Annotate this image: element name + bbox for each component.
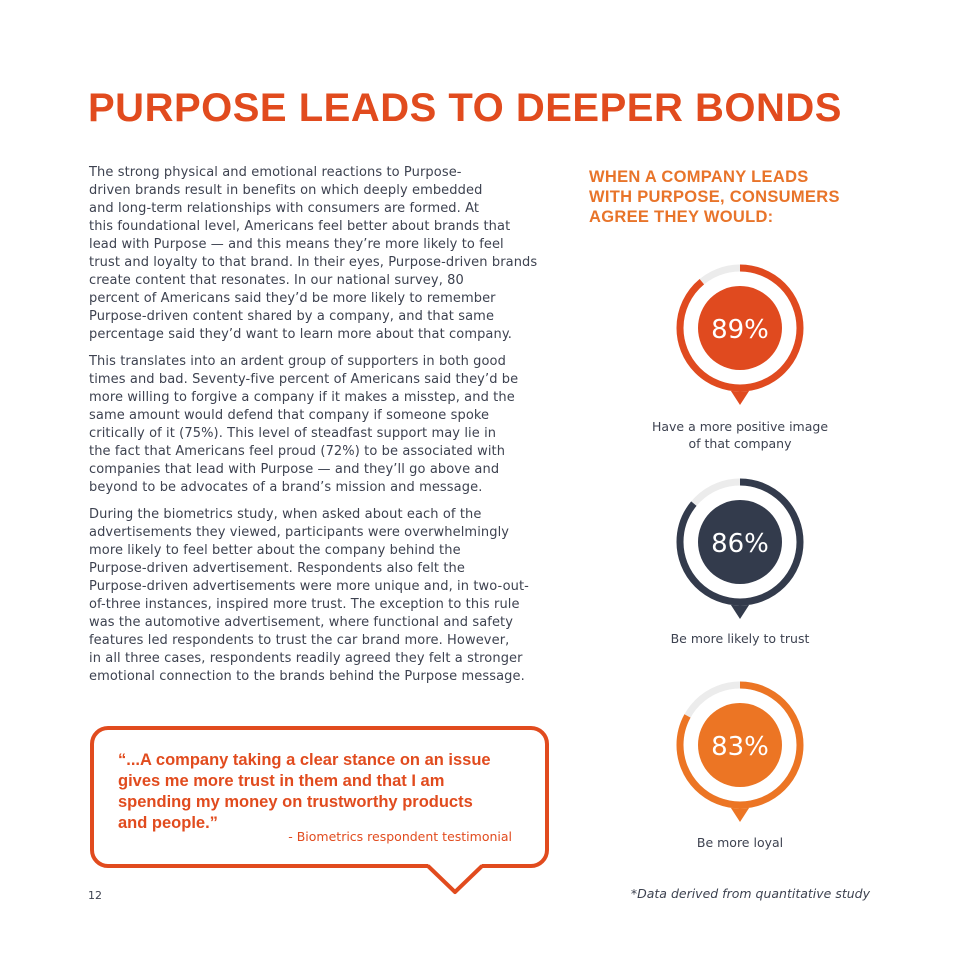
body-paragraph: The strong physical and emotional reactions to Purpose- driven brands result in benefits on which deeply embedded and long-term relationships with consumers are formed. At this foundational level, Americans feel better about brands that lead with Purpose — and this means they’re more likely to feel trust and loyalty to that brand. In their eyes, Purpose-driven brands create content that resonates. In our national survey, 80 percent of Americans said they’d be more likely to remember Purpose-driven content shared by a company, and that same percentage said they’d want to learn more about that company. <box>89 165 538 342</box>
stat-caption: Be more loyal <box>696 835 784 850</box>
page-number: 12 <box>88 889 102 902</box>
stat-loyal <box>640 675 840 885</box>
page-title: PURPOSE LEADS TO DEEPER BONDS <box>88 86 842 130</box>
footnote: *Data derived from quantitative study <box>630 886 870 901</box>
stats-heading: WHEN A COMPANY LEADS WITH PURPOSE, CONSUMERS AGREE THEY WOULD: <box>589 168 840 226</box>
stat-value: 89% <box>711 315 769 345</box>
body-text <box>89 164 589 695</box>
stat-ring <box>640 675 840 885</box>
body-paragraph: This translates into an ardent group of supporters in both good times and bad. Seventy-five percent of Americans said they’d be more willing to forgive a company if it makes a misstep, and the same amount would defend that company if someone spoke critically of it (75%). This level of steadfast support may lie in the fact that Americans feel proud (72%) to be associated with companies that lead with Purpose — and they’ll go above and beyond to be advocates of a brand’s mission and message. <box>89 354 519 495</box>
stat-trust <box>640 472 840 682</box>
stat-ring <box>640 472 840 682</box>
quote-attribution: - Biometrics respondent testimonial <box>288 829 512 844</box>
stat-caption: Have a more positive image of that company <box>651 419 829 451</box>
stat-caption: Be more likely to trust <box>670 631 810 646</box>
body-paragraph: During the biometrics study, when asked about each of the advertisements they viewed, participants were overwhelmingly more likely to feel better about the company behind the Purpose-driven advertisement. Respondents also felt the Purpose-driven advertisements were more unique and, in two-out- of-three instances, inspired more trust. The exception to this rule was the automotive advertisement, where functional and safety features led respondents to trust the car brand more. However, in all three cases, respondents readily agreed they felt a stronger emotional connection to the brands behind the Purpose message. <box>89 507 529 684</box>
quote-text: “...A company taking a clear stance on an issue gives me more trust in them and that I am spending my money on trustworthy products and people.” <box>118 751 491 832</box>
stat-value: 83% <box>711 732 769 762</box>
stat-value: 86% <box>711 529 769 559</box>
